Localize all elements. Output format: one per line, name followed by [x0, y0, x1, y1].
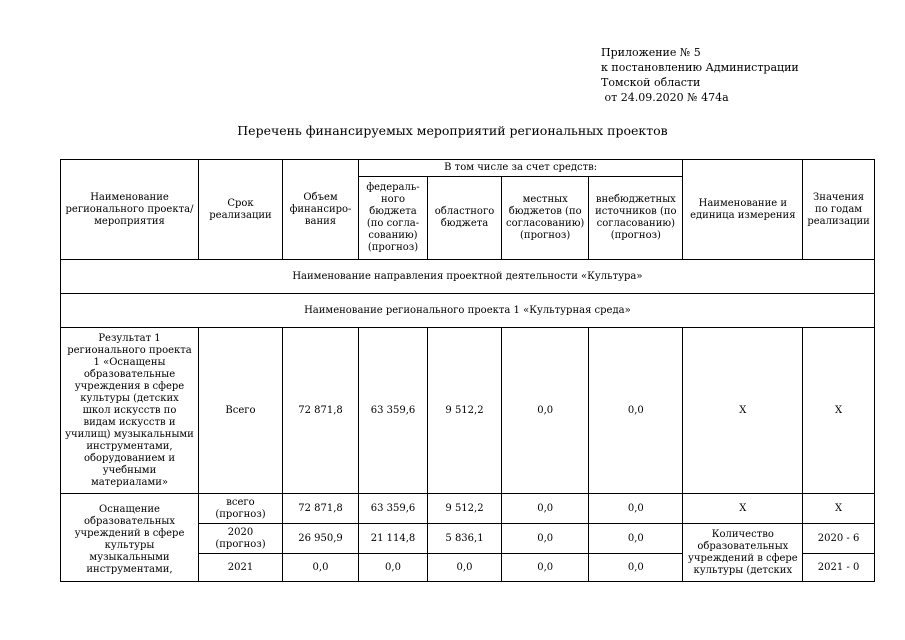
header-unit: Наименование и единица измерения	[683, 160, 803, 260]
section-direction: Наименование направления проектной деятельности «Культура»	[61, 260, 875, 294]
activity-volume: 0,0	[283, 554, 359, 582]
header-local: местных бюджетов (по согласованию) (прогноз)	[502, 177, 589, 260]
header-row-1	[61, 160, 875, 177]
activity-unit: Х	[683, 494, 803, 524]
activity-regional: 0,0	[428, 554, 502, 582]
activity-local: 0,0	[502, 494, 589, 524]
document-title: Перечень финансируемых мероприятий региональных проектов	[237, 123, 668, 138]
header-regional: областного бюджета	[428, 177, 502, 260]
header-federal: федераль-ного бюджета (по согла-сованию) (прогноз)	[359, 177, 428, 260]
section-project: Наименование регионального проекта 1 «Культурная среда»	[61, 294, 875, 328]
appendix-block	[601, 45, 799, 105]
activity-federal: 63 359,6	[359, 494, 428, 524]
activity-term: 2020 (прогноз)	[199, 524, 283, 554]
section-row	[61, 294, 875, 328]
result-local: 0,0	[502, 328, 589, 494]
activity-values: Х	[803, 494, 874, 524]
activity-federal: 0,0	[359, 554, 428, 582]
activity-volume: 72 871,8	[283, 494, 359, 524]
activity-unit-name: Количество образовательных учреждений в сфере культуры (детских	[683, 524, 803, 582]
appendix-line-2: к постановлению Администрации	[601, 61, 799, 74]
table-row	[61, 328, 875, 494]
activity-local: 0,0	[502, 524, 589, 554]
section-row	[61, 260, 875, 294]
result-name: Результат 1 регионального проекта 1 «Оснащены образовательные учреждения в сфере культуры (детских школ искусств по видам искусств и училищ) музыкальными инструментами, оборудованием и учебными материалами»	[61, 328, 199, 494]
result-extra: 0,0	[589, 328, 683, 494]
header-extra: внебюджетных источников (по согласованию) (прогноз)	[589, 177, 683, 260]
table-row	[61, 494, 875, 524]
activity-volume: 26 950,9	[283, 524, 359, 554]
result-volume: 72 871,8	[283, 328, 359, 494]
appendix-line-1: Приложение № 5	[601, 46, 701, 59]
header-term: Срок реализации	[199, 160, 283, 260]
activity-extra: 0,0	[589, 554, 683, 582]
activity-extra: 0,0	[589, 494, 683, 524]
activity-regional: 9 512,2	[428, 494, 502, 524]
header-volume: Объем финансиро-вания	[283, 160, 359, 260]
result-term: Всего	[199, 328, 283, 494]
activity-local: 0,0	[502, 554, 589, 582]
activity-regional: 5 836,1	[428, 524, 502, 554]
header-name: Наименование регионального проекта/ мероприятия	[61, 160, 199, 260]
activity-values: 2020 - 6	[803, 524, 874, 554]
activity-values: 2021 - 0	[803, 554, 874, 582]
activity-term: всего (прогноз)	[199, 494, 283, 524]
appendix-line-3: Томской области	[601, 76, 701, 89]
header-group: В том числе за счет средств:	[359, 160, 683, 177]
header-values: Значения по годам реализации	[803, 160, 874, 260]
activity-name: Оснащение образовательных учреждений в сфере культуры музыкальными инструментами,	[61, 494, 199, 582]
result-regional: 9 512,2	[428, 328, 502, 494]
result-federal: 63 359,6	[359, 328, 428, 494]
result-values: Х	[803, 328, 874, 494]
projects-table	[60, 159, 875, 582]
result-unit: Х	[683, 328, 803, 494]
appendix-line-4: от 24.09.2020 № 474а	[601, 91, 729, 104]
activity-federal: 21 114,8	[359, 524, 428, 554]
activity-extra: 0,0	[589, 524, 683, 554]
activity-term: 2021	[199, 554, 283, 582]
